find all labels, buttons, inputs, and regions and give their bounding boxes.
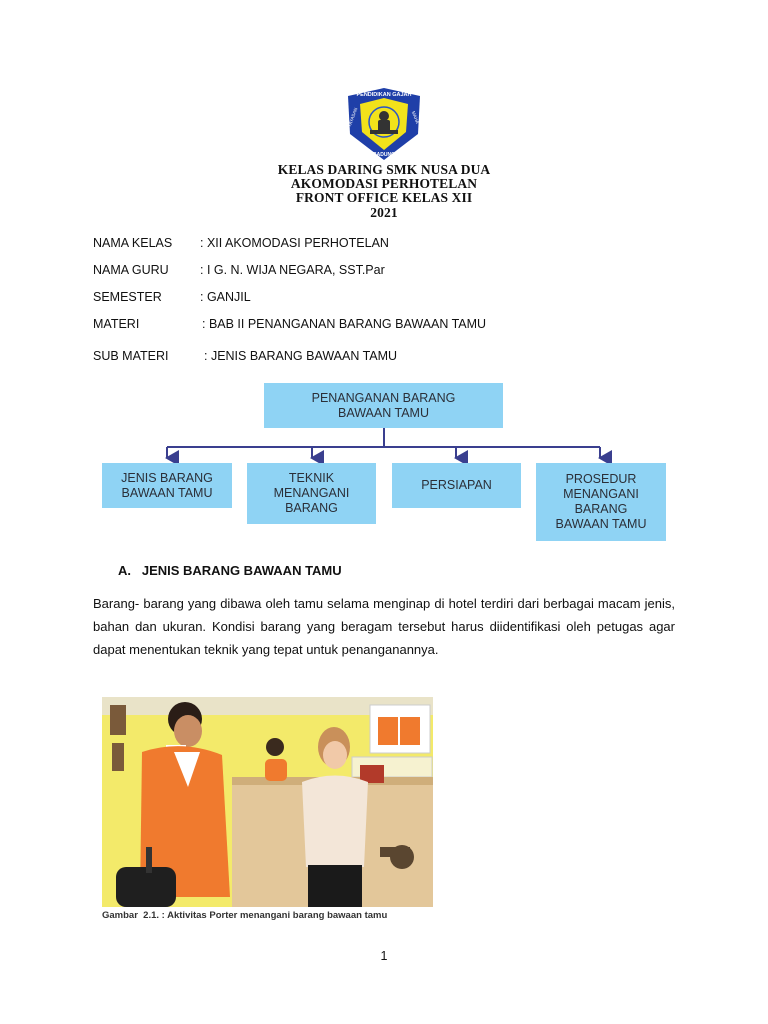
diagram-box-teknik: [247, 463, 376, 524]
diagram-root-box: [264, 383, 503, 428]
diagram-box-2-line-3: BARANG: [285, 501, 338, 515]
diagram-box-4-line-4: BAWAAN TAMU: [555, 517, 647, 531]
info-value-nama-kelas: : XII AKOMODASI PERHOTELAN: [200, 236, 389, 250]
section-paragraph: Barang- barang yang dibawa oleh tamu selama menginap di hotel terdiri dari berbagai macam jenis, bahan dan ukuran. Kondisi barang yang beragam tersebut harus diidentifikasi oleh petugas agar dapat menentukan teknik yang tepat untuk penanganannya.: [93, 596, 675, 657]
info-label-materi: MATERI: [93, 317, 140, 331]
porter-photo: [102, 697, 433, 907]
logo-left-text: YAYASAN: [346, 107, 359, 128]
diagram-box-1-line-2: BAWAAN TAMU: [121, 485, 213, 500]
info-value-sub-materi: : JENIS BARANG BAWAAN TAMU: [204, 349, 398, 363]
diagram-box-3-line-1: PERSIAPAN: [421, 478, 492, 492]
diagram-box-jenis-barang: [102, 463, 232, 508]
logo-bottom-text: BADUNG: [373, 152, 395, 158]
section-heading: A. JENIS BARANG BAWAAN TAMU: [118, 563, 342, 578]
diagram-box-4-line-2: MENANGANI: [563, 487, 639, 501]
header-year: 2021: [370, 205, 398, 220]
info-label-nama-guru: NAMA GURU: [93, 263, 169, 277]
diagram-root-line-1: PENANGANAN BARANG: [311, 390, 456, 405]
info-label-semester: SEMESTER: [93, 290, 162, 304]
page-number: 1: [380, 949, 388, 963]
diagram-box-persiapan: [392, 463, 521, 508]
diagram-box-1-line-1: JENIS BARANG: [121, 470, 213, 485]
info-value-materi: : BAB II PENANGANAN BARANG BAWAAN TAMU: [202, 317, 487, 331]
info-label-nama-kelas: NAMA KELAS: [93, 236, 173, 250]
diagram-box-prosedur: [536, 463, 666, 541]
diagram-box-2-line-1: TEKNIK: [288, 471, 335, 485]
diagram-root-line-2: BAWAAN TAMU: [338, 405, 429, 420]
figure-caption: Gambar 2.1. : Aktivitas Porter menangani barang bawaan tamu: [102, 910, 388, 921]
info-label-sub-materi: SUB MATERI: [93, 349, 169, 363]
header-line-3: FRONT OFFICE KELAS XII: [295, 190, 473, 205]
info-value-nama-guru: : I G. N. WIJA NEGARA, SST.Par: [200, 263, 385, 277]
logo-right-text: MAHA: [410, 110, 420, 125]
diagram-box-4-line-1: PROSEDUR: [565, 472, 637, 486]
logo-top-text: PENDIDIKAN GAJAH: [356, 92, 412, 98]
diagram-box-4-line-3: BARANG: [574, 502, 628, 516]
diagram-box-2-line-2: MENANGANI: [273, 486, 350, 500]
header-line-1: KELAS DARING SMK NUSA DUA: [277, 162, 491, 177]
header-line-2: AKOMODASI PERHOTELAN: [290, 176, 478, 191]
info-value-semester: : GANJIL: [200, 290, 251, 304]
